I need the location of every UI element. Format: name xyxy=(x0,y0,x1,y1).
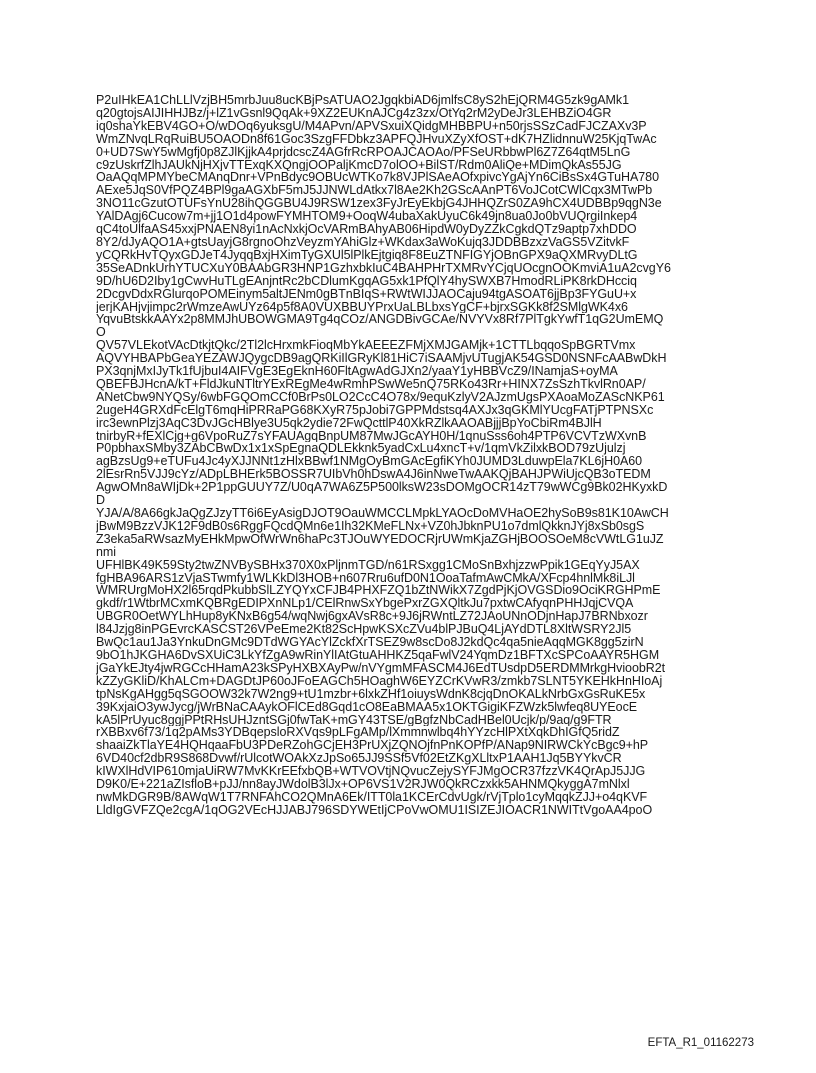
text-line: YAlDAgj6Cucow7m+jj1O1d4powFYMHTOM9+OoqW4ubaXakUyuC6k49jn8ua0Jo0bVUQrgiInkep4 xyxy=(96,210,638,224)
text-line: agBzsUg9+eTUFu4Jc4yXJJNNt1zHlxBBwf1NMgOyBmGAcEgfiKYh0JUMD3LduwpEla7KL6jH0A60 xyxy=(96,455,643,469)
text-line: 9bO1hJKGHA6DvSXUiC3LkYfZgA9wRinYlIAtGtuAHHKZ5qaFwlV24YqmDz1BFTXcSPCoAAYR5HGM xyxy=(96,648,660,662)
text-line: 6VD40cf2dbR9S868Dvwf/rUlcotWOAkXzJpSo65JJ9SSf5Vf02EtZKgXLltxP1AAH1Jq5BYYkvCR xyxy=(96,752,622,766)
text-line: AExe5JqS0VfPQZ4BPl9gaAGXbF5mJ5JJNWLdAtkx7l8Ae2Kh2GScAAnPT6VoJCotCWlCqx3MTwPb xyxy=(96,184,653,198)
text-line: nmi xyxy=(96,545,116,559)
text-line: YJA/A/8A66gkJaQgZJzyTT6i6EyAsigDJOT9OauWMCCLMpkLYAOcDoMVHaOE2hySoB9s81K10AwCH xyxy=(96,507,669,520)
text-line: jerjKAHjvjimpc2rWmzeAwUYz64p5f8A0VUXBBUYPrxUaLBLbxsYgCF+bjrxSGKk8f2SMlgWK4x6 xyxy=(96,300,628,314)
text-line: jBwM9BzzVJK12F9dB0s6RggFQcdQMn6e1Ih32KMeFLNx+VZ0hJbknPU1o7dmlQkknJYj8xSb0sgS xyxy=(96,519,645,533)
text-line: BwQc1au1Ja3YnkuDnGMc9DTdWGYAcYlZckfXrTSEZ9w8scDo8J2kdQc4qa5nieAqqMGK8gg5zirN xyxy=(96,636,644,649)
text-line: WMRUrgMoHX2l65rqdPkubbSlLZYQYxCFJB4PHXFZQ1bZtNWikX7ZgdPjKjOVGSDio9OciKRGHPmE xyxy=(96,584,661,598)
text-line: P0pbhaxSMby3ZAbCBwDx1x1xSpEgnaQDLEkknk5yadCxLu4xncT+v/1qmVkZilxkBOD79zUjulzj xyxy=(96,442,626,456)
text-line: qC4toUlfaAS45xxjPNAEN8yi1nAcNxkjOcVARmBAhyAB06HipdW0yDyZZkCgkdQTz9aptp7xhDDO xyxy=(96,223,637,236)
text-line: QV57VLEkotVAcDtkjtQkc/2Tl2lcHrxmkFioqMbYkAEEEZFMjXMJGAMjk+1CTTLbqqoSpBGRTVmx xyxy=(96,339,636,353)
text-line: AgwOMn8aWIjDk+2P1ppGUUY7Z/U0qA7WA6Z5P500lksW23sDOMgOCR14zT79wWCg9Bk02HKyxkD xyxy=(96,481,668,495)
text-line: rXBBxv6f73/1q2pAMs3YDBqepsloRXVqs9pLFgAMp/lXmmnwlbq4hYYzcHlPXtXqkDhIGfQ5ridZ xyxy=(96,726,620,740)
text-line: PX3qnjMxIJyTk1fUjbuI4AIFVgE3EgEknH60FltAgwAdGJXn2/yaaY1yHBBVcZ9/INamjaS+oyMA xyxy=(96,365,618,378)
text-line: iq0shaYkEBV4GO+O/wDOq6yuksgU/M4APvn/APVSxuiXQidgMHBBPU+n50rjsSSzCadFJCZAXv3P xyxy=(96,119,647,133)
text-line: P2uIHkEA1ChLLlVzjBH5mrbJuu8ucKBjPsATUAO2JgqkbiAD6jmlfsC8yS2hEjQRM4G5zk9gAMk1 xyxy=(96,94,629,107)
text-line: q20gtojsAIJIHHJBz/j+lZ1vGsnl9QqAk+9XZ2EUKnAJCg4z3zx/OtYq2rM2yDeJr3LEHBZiO4GR xyxy=(96,106,612,120)
text-line: nwMkDGR9B/8AWqW1T7RNFAhCO2QMnA6Ek/ITT0la1KCErCdvUgk/rVjTplo1cyMqqkZJJ+o4qKVF xyxy=(96,790,648,804)
text-line: O xyxy=(96,326,106,340)
text-line: D xyxy=(96,494,105,507)
text-line: 2ugeH4GRXdFcElgT6mqHiPRRaPG68KXyR75pJobi7GPPMdstsq4AXJx3qGKMlYUcgFATjPTPNSXc xyxy=(96,403,654,417)
text-line: 0+UD7SwY5wMgfj0p8ZJlKjjkA4prjdcscZ4AGfrRcRPOAJCAOAo/PFSeURbbwPl6Z7Z64qtM5LnG xyxy=(96,145,631,159)
text-line: irc3ewnPlzj3AqC3DvJGcHBlye3U5qk2ydie72FwQcttlP40XkRZlkAAOABjjjBpYoCbiRm4BJlH xyxy=(96,416,602,430)
text-line: D9K0/E+221aZIsfloB+pJJ/nn8ayJWdolB3lJx+OP6VS1V2RJW0QkRCzxkk5AHNMQkyggA7mNlxl xyxy=(96,778,630,791)
text-line: YqvuBtskkAAYx2p8MMJhUBOWGMA9Tg4qCOz/ANGDBivGCAe/NVYVx8Rf7PlTgkYwfT1qG2UmEMQ xyxy=(96,313,664,327)
text-line: kIWXlHdVIP610mjaUiRW7MvKKrEEfxbQB+WTVOVtjNQvucZejySYFJMgOCR37fzzVK4QrApJ5JJG xyxy=(96,765,646,779)
text-line: fgHBA96ARS1zVjaSTwmfy1WLKkDl3HOB+n607Rru6ufD0N1OoaTafmAwCMkA/XFcp4hnlMk8iLJl xyxy=(96,571,635,585)
text-line: 35SeADnkUrhYTUCXuY0BAAbGR3HNP1GzhxbkIuC4BAHPHrTXMRvYCjqUOcgnOOKmviA1uA2cvgY6 xyxy=(96,261,671,275)
text-line: 9D/hU6D2Iby1gCwvHuTLgEAnjntRc2bCDlumKgqAG5xk1PfQlY4hySWXB7HmodRLiPK8rkDHcciq xyxy=(96,274,637,288)
text-line: UBGR0OetWYLhHup8yKNxB6g54/wqNwj6gxAVsR8c+9J6jRWntLZ72JAoUNnODjnHapJ7BRNbxozr xyxy=(96,610,648,624)
text-line: Z3eka5aRWsazMyEHkMpwOfWrWn6haPc3TJOuWYEDOCRjrUWmKjaZGHjBOOSOeM8cVWtLG1uJZ xyxy=(96,532,664,546)
document-id-footer: EFTA_R1_01162273 xyxy=(647,1037,754,1049)
text-line: 2lEsrRn5VJJ9cYz/ADpLBHErk5BOSSR7UIbVh0hDswA4J6inNweTwAAKQjBAHJPWiUjcQB3oTEDM xyxy=(96,468,651,482)
text-line: OaAQqMPMYbeCMAnqDnr+VPnBdyc9OBUcWTKo7k8VJPlSAeAOfxpivcYgAjYn6CiBsSx4GTuHA780 xyxy=(96,171,659,185)
text-line: LldIgGVFZQe2cgA/1qOG2VEcHJJABJ796SDYWEtIjCPoVwOMU1ISIZEJIOACR1NWITtVgoAA4poO xyxy=(96,803,653,817)
text-line: c9zUskrfZlhJAUkNjHXjvTTExqKXQngjOOPaljKmcD7olOO+BilST/Rdm0AliQe+MDimQkAs55JG xyxy=(96,158,622,172)
text-line: 2DcgvDdxRGlurqoPOMEinym5altJENm0gBTnBIqS+RWtWIJJAOCaju94tgASOAT6jjBp3FYGuU+x xyxy=(96,287,637,301)
text-line: kA5lPrUyuc8ggjPPtRHsUHJzntSGj0fwTaK+mGY43TSE/gBgfzNbCadHBel0Ucjk/p/9aq/g9FTR xyxy=(96,713,612,727)
text-line: l84Jzjg8inPGEvrcKASCST26VPeEme2Kt82ScHpwKSXcZVu4blPJBuQ4LjAYdDTL8XltWSRY2Jl5 xyxy=(96,623,632,637)
text-line: ANetCbw9NYQSy/6wbFGQOmCCf0BrPs0LO2CcC4O78x/9equKzlyV2AJzmUgsPXAoaMoZAScNKP61 xyxy=(96,390,665,404)
text-line: QBEFBJHcnA/kT+FldJkuNTltrYExREgMe4wRmhPSwWe5nQ75RKo43Rr+HINX7ZsSzhTkvlRn0AP/ xyxy=(96,377,646,391)
encoded-text-block xyxy=(96,94,736,817)
text-line: WmZNvqLRqRuiBU5OAODn8f61Goc3SzgFFDbkz3APFQJHvuXZyXfOST+dK7HZlidnnuW25KjqTwAc xyxy=(96,132,657,146)
text-line: jGaYkEJty4jwRGCcHHamA23kSPyHXBXAyPw/nVYgmMFASCM4J6EdTUsdpD5ERDMMrkgHvioobR2t xyxy=(96,661,666,675)
text-line: yCQRkHvTQyxGDJeT4JyqqBxjHXimTyGXUl5lPlkEjtgiq8F8EuZTNFIGYjOBnGPX9aQXMRvyDLtG xyxy=(96,248,638,262)
text-line: kZZyGKliD/KhALCm+DAGDtJP60oJFoEAGCh5HOaghW6EYZCrKVwR3/zmkb7SLNT5YKEHkHnHIoAj xyxy=(96,674,663,688)
text-line: 39KxjaiO3ywJycg/jWrBNaCAAykOFlCEd8Gqd1cO8EaBMAA5x1OKTGigiKFZWzk5lwfeq8UYEocE xyxy=(96,700,638,714)
text-line: 8Y2/dJyAQO1A+gtsUayjG8rgnoOhzVeyzmYAhiGlz+WKdax3aWoKujq3JDDBBzxzVaGS5VZitvkF xyxy=(96,235,630,249)
text-line: tnirbyR+fEXlCjg+g6VpoRuZ7sYFAUAgqBnpUM87MwJGcAYH0H/1qnuSss6oh4PTP6VCVTzWXvnB xyxy=(96,429,647,443)
text-line: UFHlBK49K59Sty2twZNVBySBHx370X0xPljnmTGD/n61RSxgg1CMoSnBxhjzzwPpik1GEqYyJ5AX xyxy=(96,558,640,572)
text-line: 3NO11cGzutOTUFsYnU28ihQGGBU4J9RSW1zex3FyJrEyEkbjG4JHHQZrS0ZA9hCX4UDBBp9qgN3e xyxy=(96,197,662,211)
text-line: tpNsKgAHgg5qSGOOW32k7W2ng9+tU1mzbr+6lxkZHf1oiuysWdnK8cjqDnOKALkNrbGxGsRuKE5x xyxy=(96,687,646,701)
text-line: shaaiZkTlaYE4HQHqaaFbU3PDeRZohGCjEH3PrUXjZQNOjfnPnKOPfP/ANap9NIRWCkYcBgc9+hP xyxy=(96,739,649,753)
text-line: AQVYHBAPbGeaYEZAWJQygcDB9agQRKiIlGRyKl81HiC7iSAAMjvUTugjAK54GSD0NSNFcAABwDkH xyxy=(96,352,667,366)
text-line: gkdf/r1WtbrMCxmKQBRgEDIPXnNLp1/CElRnwSxYbgePxrZGXQltkJu7pxtwCAfyqnPHHJqjCVQA xyxy=(96,597,634,611)
